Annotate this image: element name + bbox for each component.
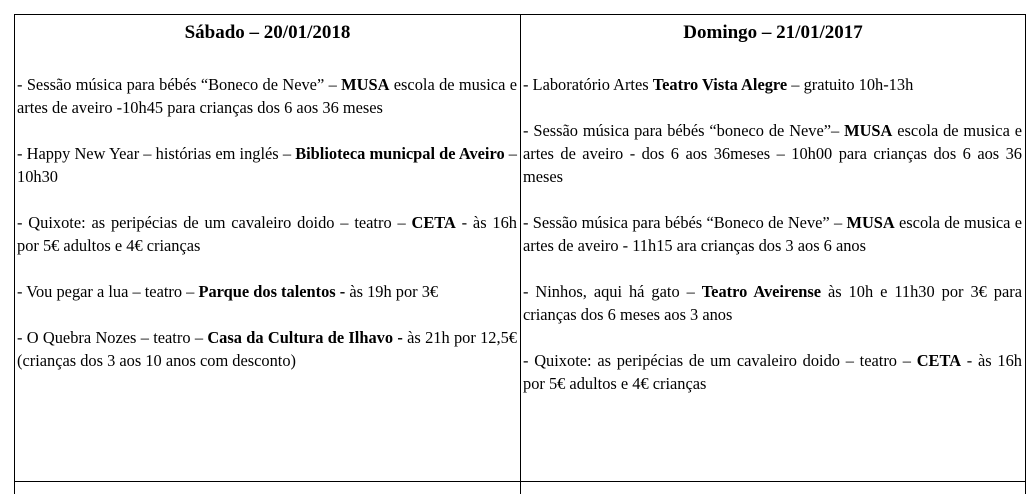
event-details: – gratuito 10h-13h (787, 75, 914, 94)
event-item (523, 349, 1022, 395)
event-details: às 19h por 3€ (345, 282, 439, 301)
event-text: - Sessão música para bébés “Boneco de Neve” – (523, 213, 847, 232)
event-venue: Teatro Vista Alegre (652, 75, 788, 94)
bottom-row-divider (15, 481, 1025, 482)
event-item (17, 142, 517, 188)
event-venue: Teatro Aveirense (701, 282, 821, 301)
event-venue: Casa da Cultura de Ilhavo - (207, 328, 403, 347)
event-details: - às 16h por 5€ adultos e 4€ crianças (523, 351, 1022, 393)
schedule-table (14, 14, 1026, 494)
event-item (17, 280, 517, 303)
sunday-title: Domingo – 21/01/2017 (683, 22, 863, 43)
event-text: - Sessão música para bébés “boneco de Neve”– (523, 121, 845, 140)
event-details: às 21h por 12,5€ (crianças dos 3 aos 10 anos com desconto) (17, 328, 517, 370)
saturday-column (15, 15, 521, 494)
event-text: - Sessão música para bébés “Boneco de Neve” – (17, 75, 342, 94)
sunday-column (521, 15, 1025, 494)
event-text: - Laboratório Artes (523, 75, 653, 94)
event-text: - Ninhos, aqui há gato – (523, 282, 702, 301)
event-venue: Parque dos talentos - (198, 282, 346, 301)
event-item (523, 211, 1022, 257)
event-text: - Vou pegar a lua – teatro – (17, 282, 199, 301)
event-text: - Quixote: as peripécias de um cavaleiro doido – teatro – (17, 213, 412, 232)
saturday-title: Sábado – 20/01/2018 (184, 22, 351, 43)
event-item (17, 73, 517, 119)
saturday-event-list (17, 73, 517, 372)
event-item (17, 211, 517, 257)
event-item (523, 73, 1022, 96)
event-details: às 10h e 11h30 por 3€ para crianças dos 6 meses aos 3 anos (523, 282, 1023, 324)
sunday-event-list (523, 73, 1022, 395)
event-venue: MUSA (846, 213, 895, 232)
event-venue: Biblioteca municpal de Aveiro (295, 144, 505, 163)
event-venue: CETA (411, 213, 456, 232)
event-details: escola de musica e artes de aveiro -10h45 para crianças dos 6 aos 36 meses (17, 75, 517, 117)
event-item (523, 119, 1022, 188)
event-details: escola de musica e artes de aveiro - dos 6 aos 36meses – 10h00 para crianças dos 6 aos 36 meses (523, 121, 1022, 186)
event-details: - às 16h por 5€ adultos e 4€ crianças (17, 213, 517, 255)
event-item (523, 280, 1022, 326)
event-item (17, 326, 517, 372)
event-venue: CETA (916, 351, 962, 370)
event-venue: MUSA (844, 121, 893, 140)
event-details: – 10h30 (17, 144, 517, 186)
event-text: - Happy New Year – histórias em inglés – (17, 144, 296, 163)
event-venue: MUSA (341, 75, 390, 94)
event-details: escola de musica e artes de aveiro - 11h15 ara crianças dos 3 aos 6 anos (523, 213, 1022, 255)
event-text: - Quixote: as peripécias de um cavaleiro doido – teatro – (523, 351, 917, 370)
event-text: - O Quebra Nozes – teatro – (17, 328, 208, 347)
